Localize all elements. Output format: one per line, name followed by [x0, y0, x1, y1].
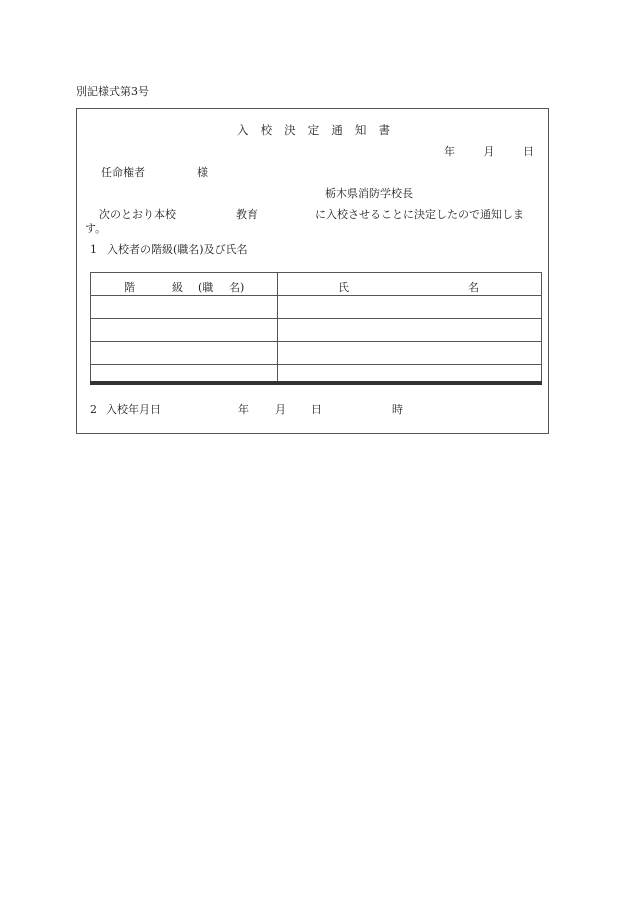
- issuer-name: 栃木県消防学校長: [325, 187, 413, 200]
- rank-cell[interactable]: [91, 296, 278, 319]
- table-row: [91, 319, 542, 342]
- body-text-part-1: 次のとおり本校: [99, 208, 176, 221]
- rank-header-paren: (職: [198, 281, 214, 294]
- issue-date: [444, 146, 534, 157]
- section-1-number: 1: [90, 243, 97, 256]
- rank-header-char: 名): [229, 281, 245, 294]
- title-char: 決: [284, 123, 296, 137]
- rank-cell[interactable]: [91, 342, 278, 365]
- name-header-char: 名: [468, 281, 479, 294]
- table-row: [91, 365, 542, 384]
- addressee-appointer: 任命権者: [101, 166, 145, 179]
- rank-cell[interactable]: [91, 365, 278, 384]
- name-cell[interactable]: [278, 296, 542, 319]
- date-day-label: 日: [523, 145, 534, 158]
- name-header-char: 氏: [338, 281, 349, 294]
- section-2-line: [90, 404, 510, 416]
- rank-column-header: [91, 273, 278, 296]
- rank-header-char: 階: [124, 281, 135, 294]
- name-cell[interactable]: [278, 365, 542, 384]
- table-header-row: [91, 273, 542, 296]
- notice-form: [76, 108, 549, 434]
- form-title: [237, 125, 390, 137]
- table-row: [91, 342, 542, 365]
- section-2-month-label: 月: [275, 403, 286, 416]
- rank-cell[interactable]: [91, 319, 278, 342]
- title-char: 知: [354, 123, 367, 137]
- section-2-number: 2: [90, 403, 97, 416]
- section-2-day-label: 日: [311, 403, 322, 416]
- section-1-title: 入校者の階級(職名)及び氏名: [107, 243, 248, 256]
- section-2-hour-label: 時: [392, 403, 403, 416]
- form-number: 別記様式第3号: [76, 85, 149, 98]
- title-char: 通: [331, 123, 343, 137]
- date-month-label: 月: [483, 145, 495, 158]
- rank-header-char: 級: [172, 281, 183, 294]
- date-year-label: 年: [444, 145, 455, 158]
- table-row: [91, 296, 542, 319]
- section-2-year-label: 年: [238, 403, 249, 416]
- title-char: 校: [260, 123, 273, 137]
- section-2-title: 入校年月日: [106, 403, 161, 416]
- title-char: 入: [237, 123, 249, 137]
- body-text-part-2: 教育: [236, 208, 258, 221]
- name-cell[interactable]: [278, 342, 542, 365]
- addressee-honorific: 様: [197, 166, 208, 179]
- title-char: 定: [307, 123, 320, 137]
- section-1-heading: [90, 244, 248, 255]
- body-text-part-3: に入校させることに決定したので通知しま: [315, 208, 524, 221]
- students-table: [90, 272, 542, 385]
- name-column-header: [278, 273, 542, 296]
- body-text-line-2: す。: [85, 222, 107, 235]
- name-cell[interactable]: [278, 319, 542, 342]
- title-char: 書: [378, 123, 390, 137]
